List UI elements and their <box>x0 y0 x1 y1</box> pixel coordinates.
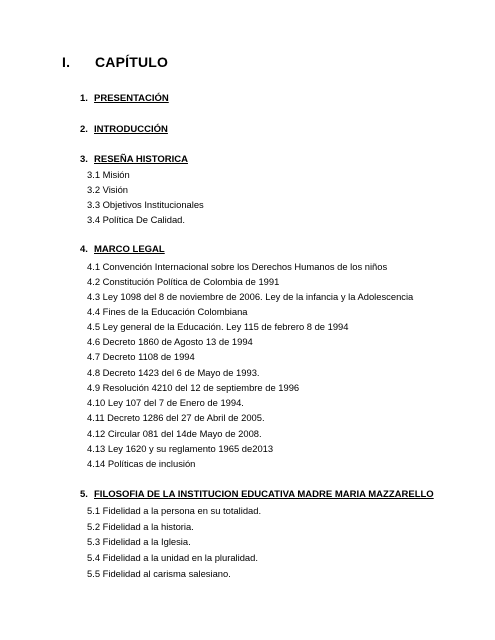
chapter-number: I. <box>62 54 71 70</box>
list-item: 5.3 Fidelidad a la Iglesia. <box>87 536 191 547</box>
list-item: 4.5 Ley general de la Educación. Ley 115 de febrero 8 de 1994 <box>87 321 349 332</box>
list-item: 4.14 Políticas de inclusión <box>87 458 196 469</box>
list-item: 4.12 Circular 081 del 14de Mayo de 2008. <box>87 428 262 439</box>
list-item: 4.9 Resolución 4210 del 12 de septiembre de 1996 <box>87 382 300 393</box>
section-number: 3. <box>80 154 88 165</box>
section-introduccion <box>80 124 168 135</box>
list-item: 3.2 Visión <box>87 184 129 195</box>
list-item: 5.1 Fidelidad a la persona en su totalidad. <box>87 505 262 516</box>
list-item: 4.13 Ley 1620 y su reglamento 1965 de2013 <box>87 443 274 454</box>
list-item: 4.7 Decreto 1108 de 1994 <box>87 351 195 362</box>
list-item: 5.4 Fidelidad a la unidad en la pluralidad. <box>87 552 258 563</box>
section-presentacion <box>80 93 169 104</box>
list-item: 4.1 Convención Internacional sobre los Derechos Humanos de los niños <box>87 261 388 272</box>
list-item: 5.2 Fidelidad a la historia. <box>87 521 194 532</box>
list-item: 3.1 Misión <box>87 169 130 180</box>
section-title: PRESENTACIÓN <box>94 93 169 104</box>
section-number: 1. <box>80 93 88 104</box>
section-number: 5. <box>80 489 88 500</box>
section-number: 4. <box>80 244 88 255</box>
section-title: FILOSOFIA DE LA INSTITUCION EDUCATIVA MADRE MARIA MAZZARELLO <box>94 489 434 500</box>
section-title: MARCO LEGAL <box>94 244 165 255</box>
list-item: 4.10 Ley 107 del 7 de Enero de 1994. <box>87 397 244 408</box>
section-number: 2. <box>80 124 88 135</box>
list-item: 4.3 Ley 1098 del 8 de noviembre de 2006. Ley de la infancia y la Adolescencia <box>87 291 414 302</box>
list-item: 4.8 Decreto 1423 del 6 de Mayo de 1993. <box>87 367 260 378</box>
chapter-title: CAPÍTULO <box>95 54 169 70</box>
section-resena-historica <box>80 154 188 165</box>
section-title: INTRODUCCIÓN <box>94 124 168 135</box>
section-title: RESEÑA HISTORICA <box>94 154 188 165</box>
list-item: 4.2 Constitución Política de Colombia de 1991 <box>87 276 280 287</box>
section-filosofia <box>80 489 434 500</box>
chapter-heading <box>62 54 168 70</box>
section-marco-legal <box>80 244 165 255</box>
list-item: 4.11 Decreto 1286 del 27 de Abril de 2005. <box>87 412 265 423</box>
list-item: 5.5 Fidelidad al carisma salesiano. <box>87 568 231 579</box>
list-item: 3.4 Política De Calidad. <box>87 214 185 225</box>
list-item: 4.4 Fines de la Educación Colombiana <box>87 306 248 317</box>
list-item: 4.6 Decreto 1860 de Agosto 13 de 1994 <box>87 336 253 347</box>
list-item: 3.3 Objetivos Institucionales <box>87 199 204 210</box>
